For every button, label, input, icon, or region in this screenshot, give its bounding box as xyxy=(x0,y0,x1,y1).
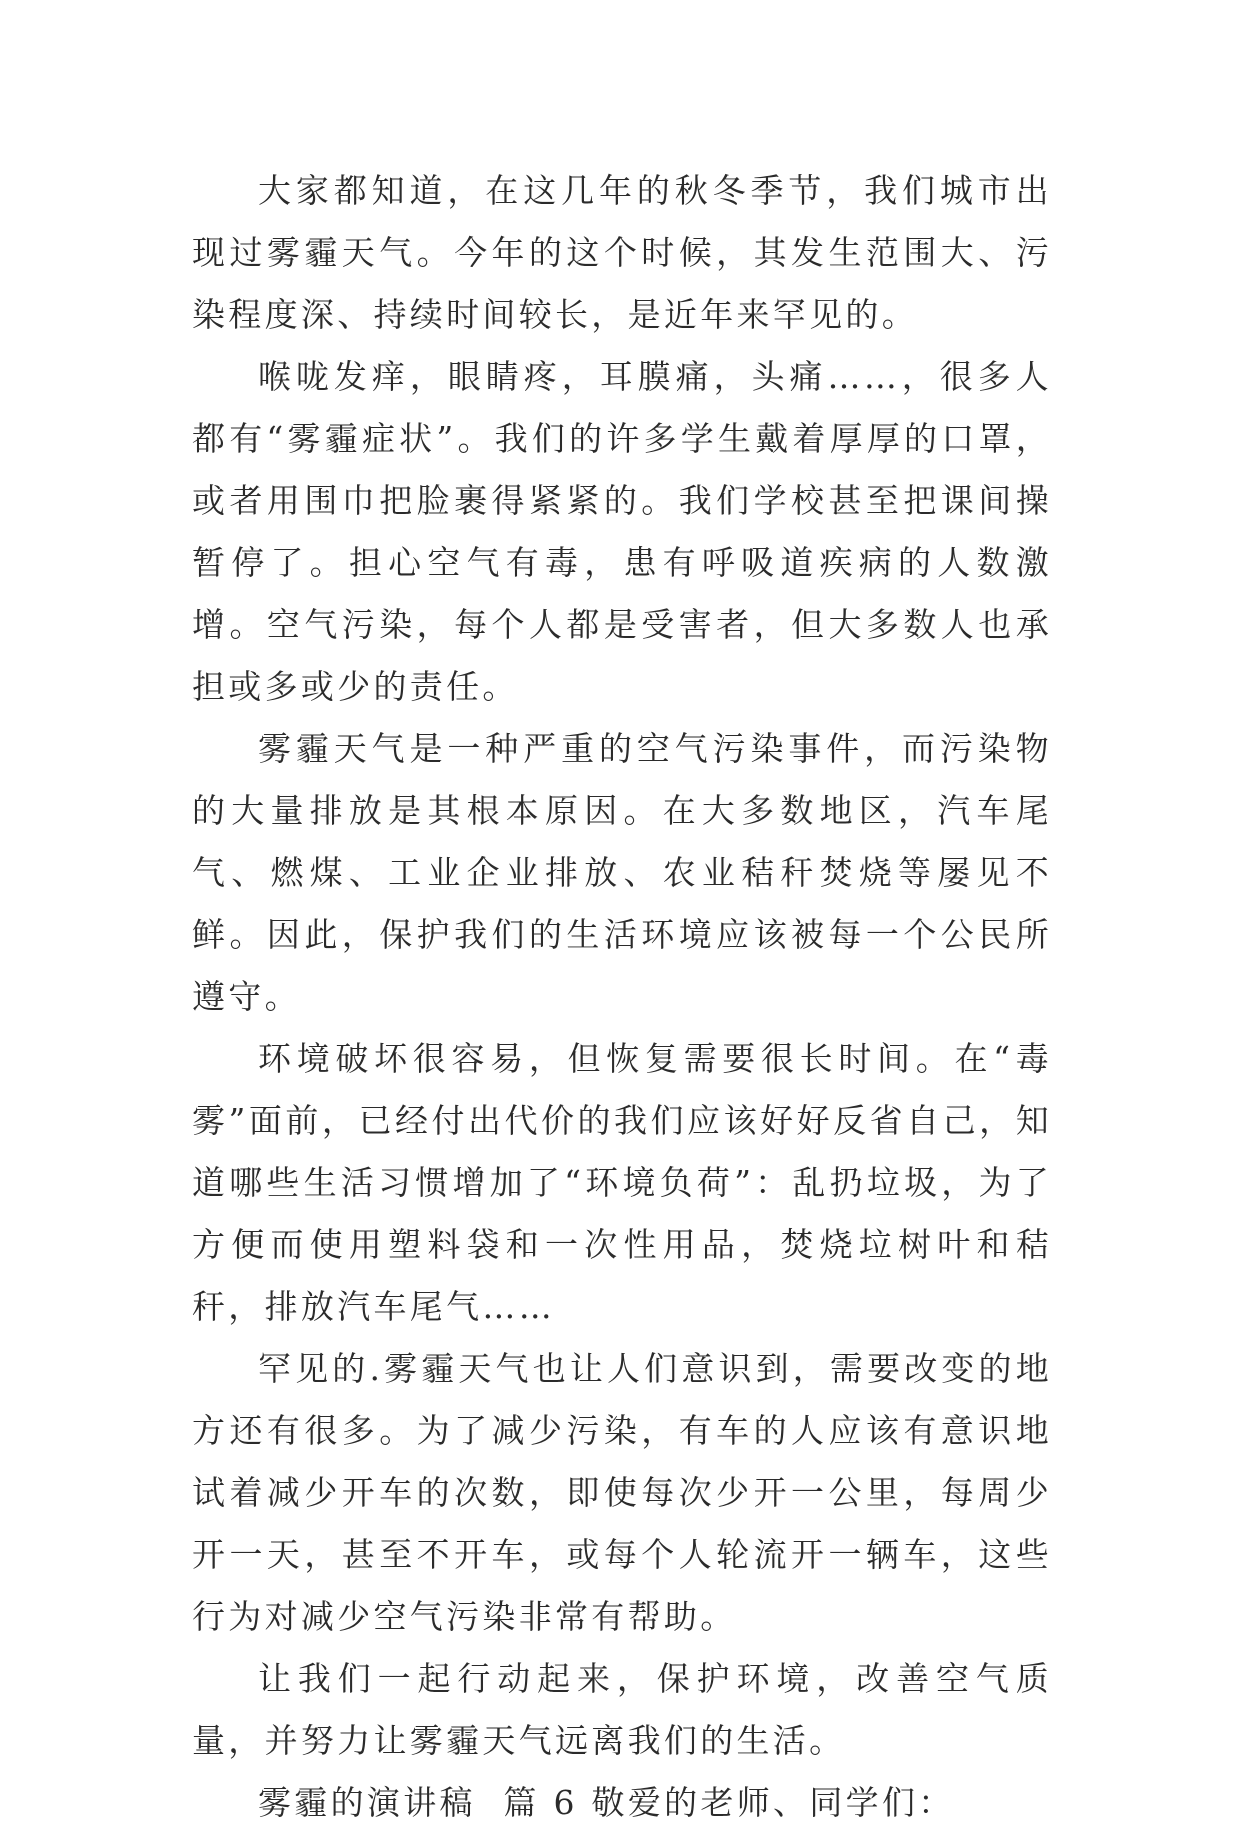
paragraph-4: 环境破坏很容易，但恢复需要很长时间。在“毒雾”面前，已经付出代价的我们应该好好反省自己，知道哪些生活习惯增加了“环境负荷”：乱扔垃圾，为了方便而使用塑料袋和一次性用品，焚烧垃树叶和秸秆，排放汽车尾气…… xyxy=(192,1039,1052,1326)
document-body xyxy=(192,160,1052,1834)
paragraph-2: 喉咙发痒，眼睛疼，耳膜痛，头痛……，很多人都有“雾霾症状”。我们的许多学生戴着厚厚的口罩，或者用围巾把脸裹得紧紧的。我们学校甚至把课间操暂停了。担心空气有毒，患有呼吸道疾病的人数激增。空气污染，每个人都是受害者，但大多数人也承担或多或少的责任。 xyxy=(192,357,1052,706)
paragraph-6: 让我们一起行动起来，保护环境，改善空气质量，并努力让雾霾天气远离我们的生活。 xyxy=(192,1659,1052,1760)
paragraph-5: 罕见的.雾霾天气也让人们意识到，需要改变的地方还有很多。为了减少污染，有车的人应该有意识地试着减少开车的次数，即使每次少开一公里，每周少开一天，甚至不开车，或每个人轮流开一辆车，这些行为对减少空气污染非常有帮助。 xyxy=(192,1349,1052,1636)
section-heading-line: 雾霾的演讲稿 篇 6 敬爱的老师、同学们： xyxy=(258,1783,955,1822)
paragraph-1: 大家都知道，在这几年的秋冬季节，我们城市出现过雾霾天气。今年的这个时候，其发生范围大、污染程度深、持续时间较长，是近年来罕见的。 xyxy=(192,171,1052,334)
paragraph-3: 雾霾天气是一种严重的空气污染事件，而污染物的大量排放是其根本原因。在大多数地区，汽车尾气、燃煤、工业企业排放、农业秸秆焚烧等屡见不鲜。因此，保护我们的生活环境应该被每一个公民所遵守。 xyxy=(192,729,1052,1016)
